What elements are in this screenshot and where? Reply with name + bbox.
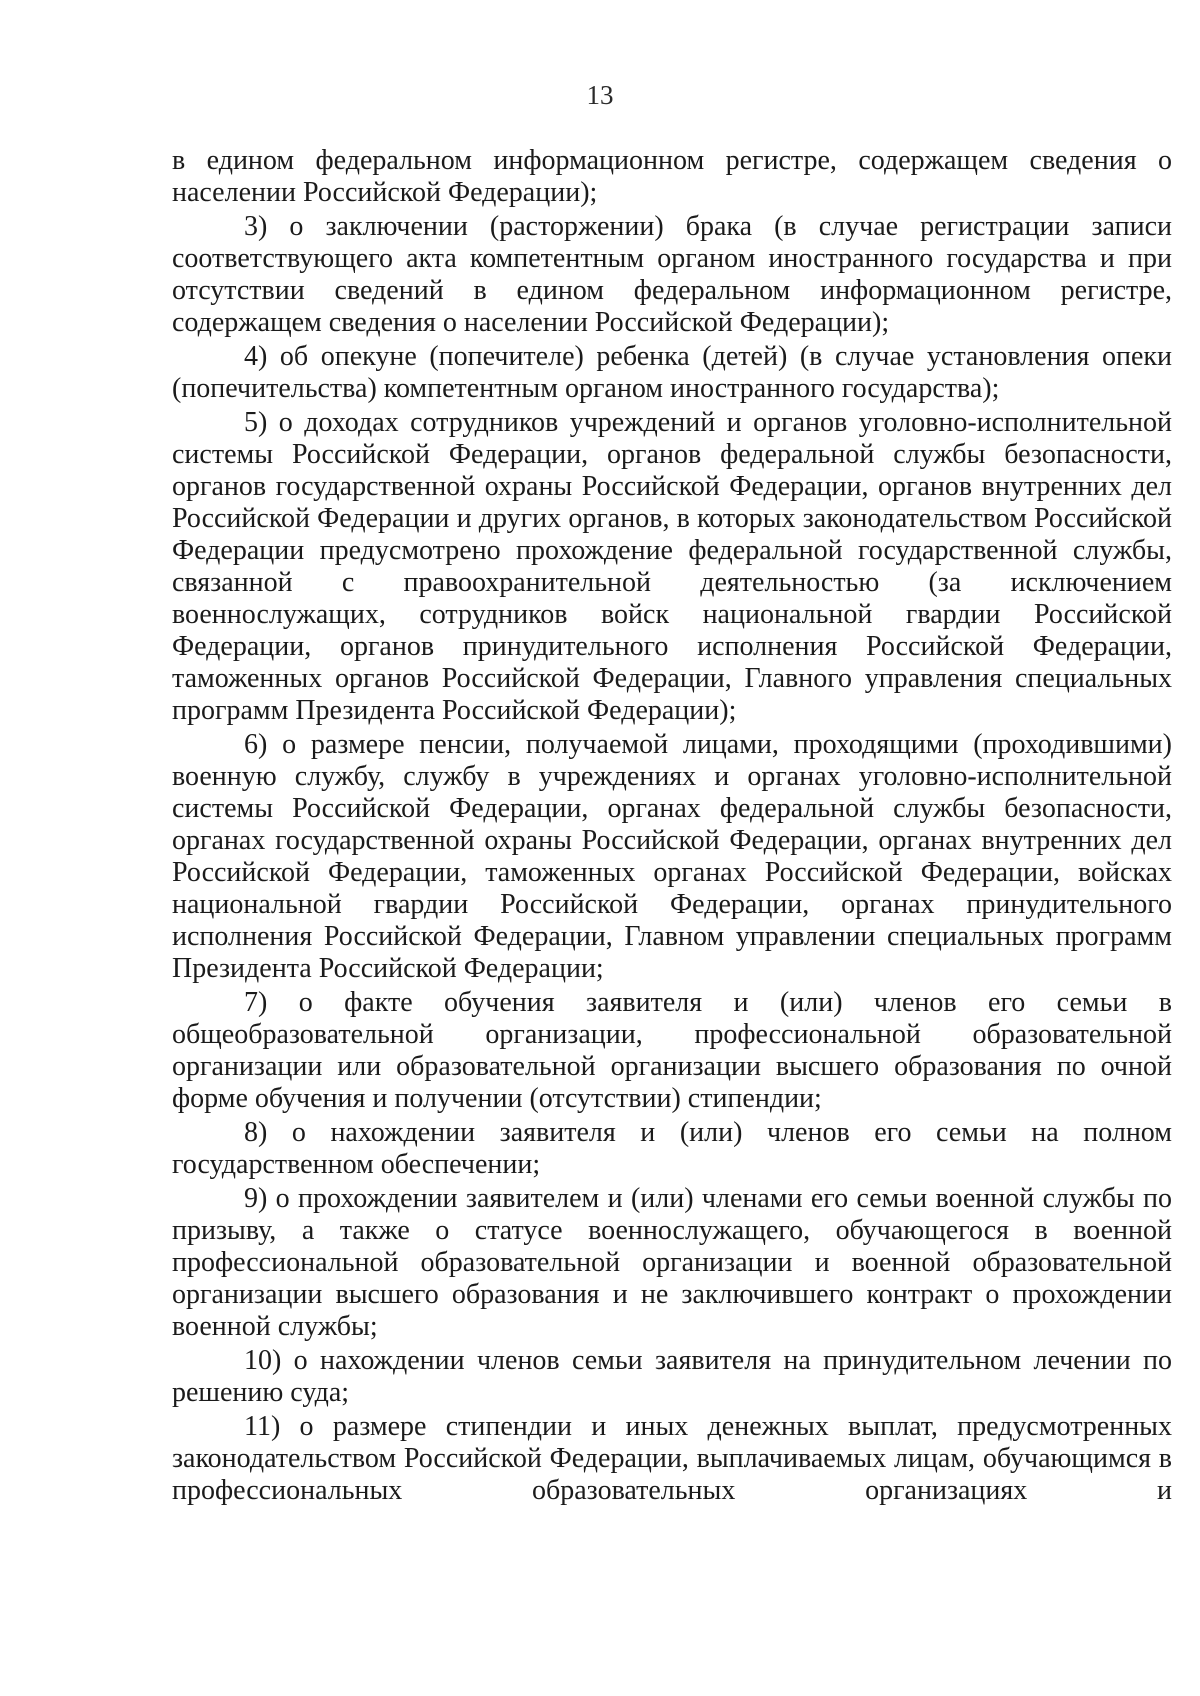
paragraph-item-11: 11) о размере стипендии и иных денежных выплат, предусмотренных законодательством Российской Федерации, выплачиваемых лицам, обучающимся в профессиональных образовательных организациях и [172,1411,1172,1506]
paragraph-item-5: 5) о доходах сотрудников учреждений и органов уголовно-исполнительной системы Российской Федерации, органов федеральной службы безопасности, органов государственной охраны Российской Федерации, органов внутренних дел Российской Федерации и других органов, в которых законодательством Российской Федерации предусмотрено прохождение федеральной государственной службы, связанной с правоохранительной деятельностью (за исключением военнослужащих, сотрудников войск национальной гвардии Российской Федерации, органов принудительного исполнения Российской Федерации, таможенных органов Российской Федерации, Главного управления специальных программ Президента Российской Федерации); [172,407,1172,726]
paragraph-item-4: 4) об опекуне (попечителе) ребенка (детей) (в случае установления опеки (попечительства) компетентным органом иностранного государства); [172,341,1172,404]
paragraph-item-7: 7) о факте обучения заявителя и (или) членов его семьи в общеобразовательной организации, профессиональной образовательной организации или образовательной организации высшего образования по очной форме обучения и получении (отсутствии) стипендии; [172,987,1172,1114]
paragraph-item-6: 6) о размере пенсии, получаемой лицами, проходящими (проходившими) военную службу, службу в учреждениях и органах уголовно-исполнительной системы Российской Федерации, органах федеральной службы безопасности, органах государственной охраны Российской Федерации, органах внутренних дел Российской Федерации, таможенных органах Российской Федерации, войсках национальной гвардии Российской Федерации, органах принудительного исполнения Российской Федерации, Главном управлении специальных программ Президента Российской Федерации; [172,729,1172,984]
paragraph-item-10: 10) о нахождении членов семьи заявителя на принудительном лечении по решению суда; [172,1345,1172,1408]
paragraph-item-9: 9) о прохождении заявителем и (или) членами его семьи военной службы по призыву, а также о статусе военнослужащего, обучающегося в военной профессиональной образовательной организации и военной образовательной организации высшего образования и не заключившего контракт о прохождении военной службы; [172,1183,1172,1342]
document-body [172,145,1172,1509]
paragraph-continuation: в едином федеральном информационном регистре, содержащем сведения о населении Российской Федерации); [172,145,1172,208]
paragraph-item-8: 8) о нахождении заявителя и (или) членов его семьи на полном государственном обеспечении; [172,1117,1172,1180]
page-number: 13 [586,80,614,110]
paragraph-item-3: 3) о заключении (расторжении) брака (в случае регистрации записи соответствующего акта компетентным органом иностранного государства и при отсутствии сведений в едином федеральном информационном регистре, содержащем сведения о населении Российской Федерации); [172,211,1172,338]
